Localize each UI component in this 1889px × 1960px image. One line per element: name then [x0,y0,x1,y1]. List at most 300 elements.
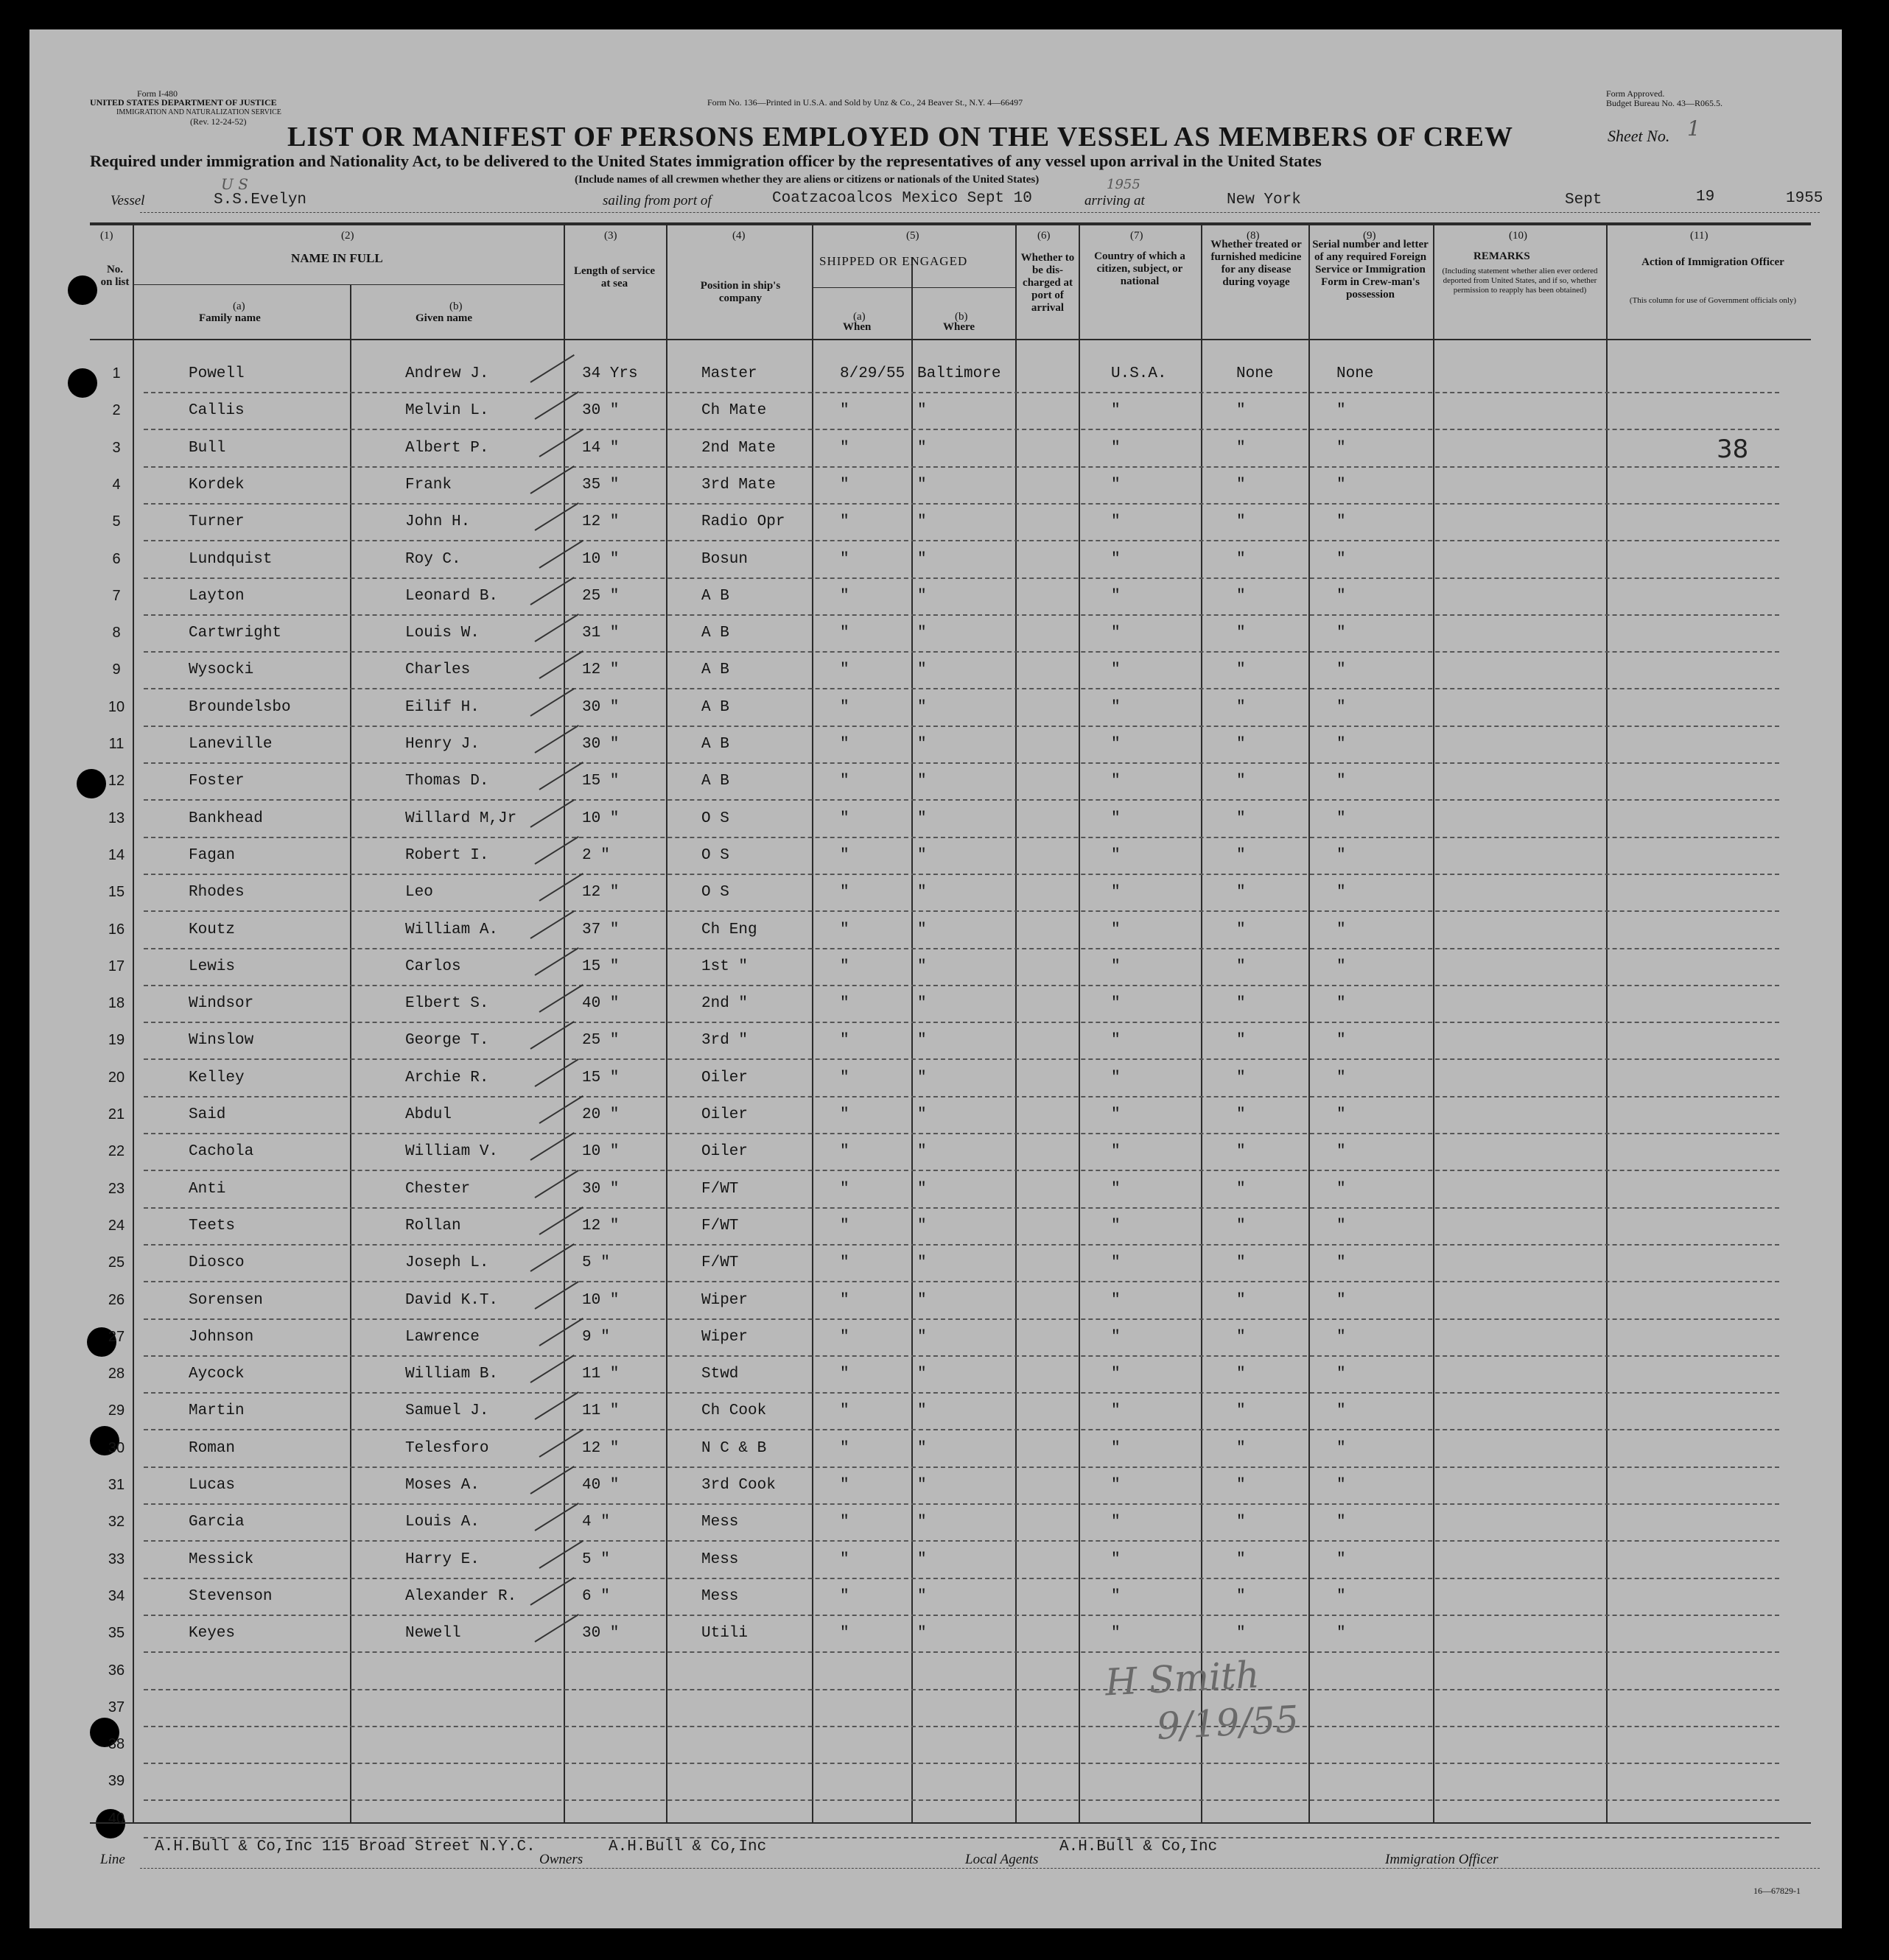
given-name: Abdul [405,1106,452,1123]
family-name: Diosco [189,1254,245,1272]
serial: " [1336,1180,1346,1198]
service-length: 40 " [582,1477,620,1494]
check-tick [534,1503,578,1531]
row-number: 2 [112,402,121,419]
check-tick [534,391,578,420]
shipped-when: " [840,995,849,1013]
shipped-where: " [917,773,927,790]
shipped-where: " [917,1439,927,1457]
medicine: " [1236,846,1246,864]
col-header-name: NAME IN FULL [291,251,383,265]
row-rule [144,1355,1779,1357]
medicine: " [1236,773,1246,790]
row-rule [144,1318,1779,1320]
row-number: 4 [112,476,121,493]
given-name: Carlos [405,958,461,975]
shipped-when: " [840,1328,849,1346]
service-length: 12 " [582,884,620,902]
given-name: Louis A. [405,1514,480,1531]
service-length: 4 " [582,1514,610,1531]
family-name: Martin [189,1402,245,1420]
col-header-given: Given name [416,312,473,324]
position: Radio Opr [701,513,785,531]
row-number: 32 [108,1514,125,1531]
row-number: 18 [108,995,125,1012]
given-name: George T. [405,1032,489,1050]
check-tick [539,650,583,679]
action-count: 38 [1717,435,1749,464]
service-length: 10 " [582,550,620,568]
given-name: Rollan [405,1217,461,1234]
check-tick [530,577,574,605]
row-rule [144,874,1779,875]
country: " [1111,773,1121,790]
shipped-when: " [840,402,849,420]
form-approved: Form Approved. [1606,88,1665,99]
shipped-when: " [840,698,849,716]
family-name: Cartwright [189,625,282,642]
row-rule [144,985,1779,986]
row-rule [144,1689,1779,1690]
service-length: 11 " [582,1366,620,1383]
row-rule [144,1540,1779,1542]
row-rule [144,1022,1779,1023]
arrival-year: 1955 [1786,190,1823,207]
row-number: 37 [108,1699,125,1715]
country: " [1111,550,1121,568]
shipped-where: " [917,958,927,975]
family-name: Callis [189,402,245,420]
row-rule [144,577,1779,579]
col-header-discharged: Whether to be dis-charged at port of arrival [1020,252,1075,314]
row-number: 3 [112,439,121,456]
given-name: Harry E. [405,1550,480,1568]
check-tick [534,947,578,976]
medicine: " [1236,1477,1246,1494]
shipped-where: " [917,1625,927,1643]
given-name: Moses A. [405,1477,480,1494]
medicine: " [1236,1143,1246,1161]
check-tick [539,1318,583,1346]
shipped-when: " [840,884,849,902]
serial: " [1336,884,1346,902]
row-rule [144,1651,1779,1653]
given-name: William A. [405,921,499,938]
remarks-note: (Including statement whether alien ever ordered deported from United States, and if so, whether permission to reapply has been obtained) [1442,267,1598,295]
country: " [1111,1366,1121,1383]
medicine: " [1236,1587,1246,1605]
check-tick [530,1243,574,1272]
row-number: 5 [112,513,121,530]
given-name: Albert P. [405,439,489,457]
given-name: Thomas D. [405,773,489,790]
row-rule [144,614,1779,616]
service-length: 30 " [582,1625,620,1643]
form-id: Form I-480 [137,88,178,99]
service-length: 5 " [582,1550,610,1568]
serial: " [1336,439,1346,457]
position: Stwd [701,1366,739,1383]
service-length: 20 " [582,1106,620,1123]
country: U.S.A. [1111,365,1167,382]
service: IMMIGRATION AND NATURALIZATION SERVICE [116,108,281,116]
vessel-label: Vessel [111,193,145,208]
service-length: 30 " [582,698,620,716]
shipped-where: " [917,1587,927,1605]
service-length: 10 " [582,1291,620,1309]
check-tick [539,1095,583,1124]
shipped-when: " [840,550,849,568]
col-number: (8) [1247,230,1260,242]
row-rule [144,726,1779,727]
row-rule [144,1133,1779,1134]
serial: " [1336,736,1346,753]
medicine: " [1236,1106,1246,1123]
row-number: 20 [108,1069,125,1086]
row-number: 31 [108,1477,125,1493]
check-tick [539,873,583,902]
check-tick [534,502,578,531]
medicine: " [1236,995,1246,1013]
given-name: Chester [405,1180,471,1198]
position: A B [701,736,729,753]
row-number: 10 [108,698,125,715]
shipped-where: " [917,1328,927,1346]
arrival-port: New York [1227,192,1301,208]
punch-hole [68,275,97,305]
row-rule [144,1170,1779,1171]
check-tick [539,1429,583,1458]
shipped-where: " [917,1217,927,1234]
serial: " [1336,921,1346,938]
check-tick [534,1170,578,1198]
position: Wiper [701,1328,749,1346]
col-header-position: Position in ship's company [700,280,781,304]
shipped-where: " [917,1254,927,1272]
row-number: 15 [108,884,125,901]
position: O S [701,884,729,902]
service-length: 12 " [582,1217,620,1234]
service-length: 10 " [582,1143,620,1161]
serial: " [1336,1366,1346,1383]
medicine: " [1236,958,1246,975]
shipped-when: " [840,439,849,457]
row-rule [144,1615,1779,1616]
shipped-where: " [917,921,927,938]
service-length: 2 " [582,846,610,864]
agents-value: A.H.Bull & Co,Inc [1059,1838,1218,1855]
punch-hole [77,769,106,798]
medicine: " [1236,884,1246,902]
shipped-where: " [917,1291,927,1309]
check-tick [534,725,578,754]
family-name: Messick [189,1550,254,1568]
given-name: Telesforo [405,1439,489,1457]
serial: " [1336,958,1346,975]
row-rule [144,1244,1779,1246]
serial: " [1336,809,1346,827]
medicine: " [1236,550,1246,568]
serial: " [1336,625,1346,642]
row-rule [144,540,1779,541]
check-tick [534,1281,578,1310]
row-rule [144,837,1779,838]
medicine: " [1236,1439,1246,1457]
family-name: Rhodes [189,884,245,902]
country: " [1111,1550,1121,1568]
form-code: 16—67829-1 [1753,1886,1801,1896]
shipped-where: " [917,884,927,902]
country: " [1111,513,1121,531]
col-sub-number: (a) [233,301,245,312]
serial: " [1336,513,1346,531]
sailing-label: sailing from port of [603,193,712,208]
row-rule [144,1281,1779,1282]
medicine: None [1236,365,1274,382]
given-name: William V. [405,1143,499,1161]
family-name: Wysocki [189,661,254,679]
serial: " [1336,1402,1346,1420]
row-number: 27 [108,1328,125,1345]
row-number: 21 [108,1106,125,1123]
department: UNITED STATES DEPARTMENT OF JUSTICE [90,97,277,108]
serial: " [1336,1439,1346,1457]
country: " [1111,921,1121,938]
serial: " [1336,698,1346,716]
row-rule [144,1058,1779,1060]
country: " [1111,1217,1121,1234]
serial: " [1336,1032,1346,1050]
include-note: (Include names of all crewmen whether they are aliens or citizens or nationals of the United States) [575,174,1040,186]
shipped-where: " [917,846,927,864]
medicine: " [1236,1550,1246,1568]
row-rule [144,1578,1779,1579]
shipped-when: " [840,1550,849,1568]
row-rule [144,1467,1779,1468]
shipped-when: " [840,625,849,642]
family-name: Anti [189,1180,226,1198]
sheet-label: Sheet No. [1608,127,1670,145]
medicine: " [1236,921,1246,938]
col-sub-number: (b) [449,301,463,312]
row-rule [144,392,1779,393]
row-number: 35 [108,1625,125,1642]
position: Ch Mate [701,402,767,420]
shipped-when: " [840,1254,849,1272]
check-tick [534,1614,578,1643]
country: " [1111,1106,1121,1123]
position: N C & B [701,1439,767,1457]
row-number: 36 [108,1662,125,1679]
row-rule [144,466,1779,468]
row-number: 23 [108,1180,125,1197]
country: " [1111,661,1121,679]
country: " [1111,439,1121,457]
officer-label: Immigration Officer [1385,1852,1499,1867]
country: " [1111,1328,1121,1346]
position: Bosun [701,550,749,568]
position: 2nd " [701,995,749,1013]
shipped-where: " [917,439,927,457]
col-header-action: Action of Immigration Officer [1641,256,1784,268]
country: " [1111,1069,1121,1086]
row-rule [144,651,1779,653]
shipped-where: " [917,1032,927,1050]
sailing-port: Coatzacoalcos Mexico Sept 10 [772,190,1032,207]
shipped-when: " [840,1587,849,1605]
given-name: Alexander R. [405,1587,517,1605]
shipped-where: " [917,1143,927,1161]
check-tick [534,1058,578,1087]
family-name: Keyes [189,1625,236,1643]
check-tick [530,1132,574,1161]
family-name: Said [189,1106,226,1123]
shipped-when: " [840,1143,849,1161]
shipped-where: " [917,1106,927,1123]
country: " [1111,625,1121,642]
position: F/WT [701,1217,739,1234]
position: Ch Cook [701,1402,767,1420]
signature-date: 9/19/55 [1155,1697,1300,1749]
position: 2nd Mate [701,439,776,457]
shipped-where: " [917,550,927,568]
row-number: 17 [108,958,125,974]
medicine: " [1236,439,1246,457]
country: " [1111,1032,1121,1050]
shipped-where: " [917,661,927,679]
medicine: " [1236,587,1246,605]
position: Master [701,365,757,382]
col-number: (5) [906,230,919,242]
serial: " [1336,1106,1346,1123]
col-number: (2) [341,230,354,242]
row-number: 12 [108,773,125,790]
check-tick [539,540,583,569]
given-name: Robert I. [405,846,489,864]
shipped-when: 8/29/55 [840,365,905,382]
position: F/WT [701,1254,739,1272]
service-length: 5 " [582,1254,610,1272]
shipped-when: " [840,513,849,531]
shipped-when: " [840,1180,849,1198]
col-header-when: When [843,321,872,333]
serial: " [1336,846,1346,864]
serial: " [1336,773,1346,790]
col-number: (11) [1690,230,1708,242]
shipped-where: " [917,995,927,1013]
serial: " [1336,476,1346,493]
col-header-service: Length of service at sea [574,265,655,289]
country: " [1111,884,1121,902]
check-tick [534,1391,578,1420]
row-number: 7 [112,587,121,604]
col-header-remarks: REMARKS [1473,250,1530,262]
row-rule [144,429,1779,430]
given-name: Andrew J. [405,365,489,382]
country: " [1111,1180,1121,1198]
position: A B [701,587,729,605]
given-name: Lawrence [405,1328,480,1346]
row-number: 11 [108,736,125,752]
serial: " [1336,995,1346,1013]
given-name: John H. [405,513,471,531]
shipped-where: " [917,736,927,753]
given-name: Samuel J. [405,1402,489,1420]
medicine: " [1236,809,1246,827]
shipped-when: " [840,773,849,790]
shipped-when: " [840,587,849,605]
family-name: Johnson [189,1328,254,1346]
service-length: 37 " [582,921,620,938]
country: " [1111,995,1121,1013]
position: Mess [701,1587,739,1605]
row-number: 6 [112,550,121,567]
medicine: " [1236,1254,1246,1272]
col-number: (9) [1363,230,1376,242]
country: " [1111,698,1121,716]
medicine: " [1236,1217,1246,1234]
shipped-when: " [840,1032,849,1050]
medicine: " [1236,1366,1246,1383]
col-header-no: No. on list [100,264,130,288]
medicine: " [1236,476,1246,493]
shipped-where: " [917,513,927,531]
check-tick [530,688,574,717]
col-header-family: Family name [199,312,261,324]
country: " [1111,1439,1121,1457]
given-name: Roy C. [405,550,461,568]
service-length: 30 " [582,402,620,420]
medicine: " [1236,1328,1246,1346]
family-name: Fagan [189,846,236,864]
serial: " [1336,1217,1346,1234]
shipped-where: " [917,1477,927,1494]
shipped-when: " [840,1106,849,1123]
position: Wiper [701,1291,749,1309]
country: " [1111,1402,1121,1420]
check-tick [539,984,583,1013]
col-number: (3) [604,230,617,242]
service-length: 9 " [582,1328,610,1346]
family-name: Broundelsbo [189,698,291,716]
arrival-month: Sept [1565,192,1602,208]
medicine: " [1236,1625,1246,1643]
row-rule [144,910,1779,912]
given-name: Melvin L. [405,402,489,420]
col-header-country: Country of which a citizen, subject, or national [1094,250,1185,287]
given-name: Elbert S. [405,995,489,1013]
serial: " [1336,1514,1346,1531]
row-number: 40 [108,1810,125,1827]
serial: " [1336,1328,1346,1346]
row-number: 33 [108,1550,125,1567]
row-number: 26 [108,1291,125,1308]
service-length: 34 Yrs [582,365,638,382]
arriving-handwritten: 1955 [1107,177,1140,192]
check-tick [530,910,574,939]
service-length: 10 " [582,809,620,827]
shipped-when: " [840,736,849,753]
shipped-when: " [840,1625,849,1643]
medicine: " [1236,698,1246,716]
check-tick [530,799,574,828]
country: " [1111,958,1121,975]
serial: " [1336,1477,1346,1494]
service-length: 12 " [582,1439,620,1457]
country: " [1111,1254,1121,1272]
row-number: 22 [108,1143,125,1160]
row-number: 19 [108,1032,125,1049]
